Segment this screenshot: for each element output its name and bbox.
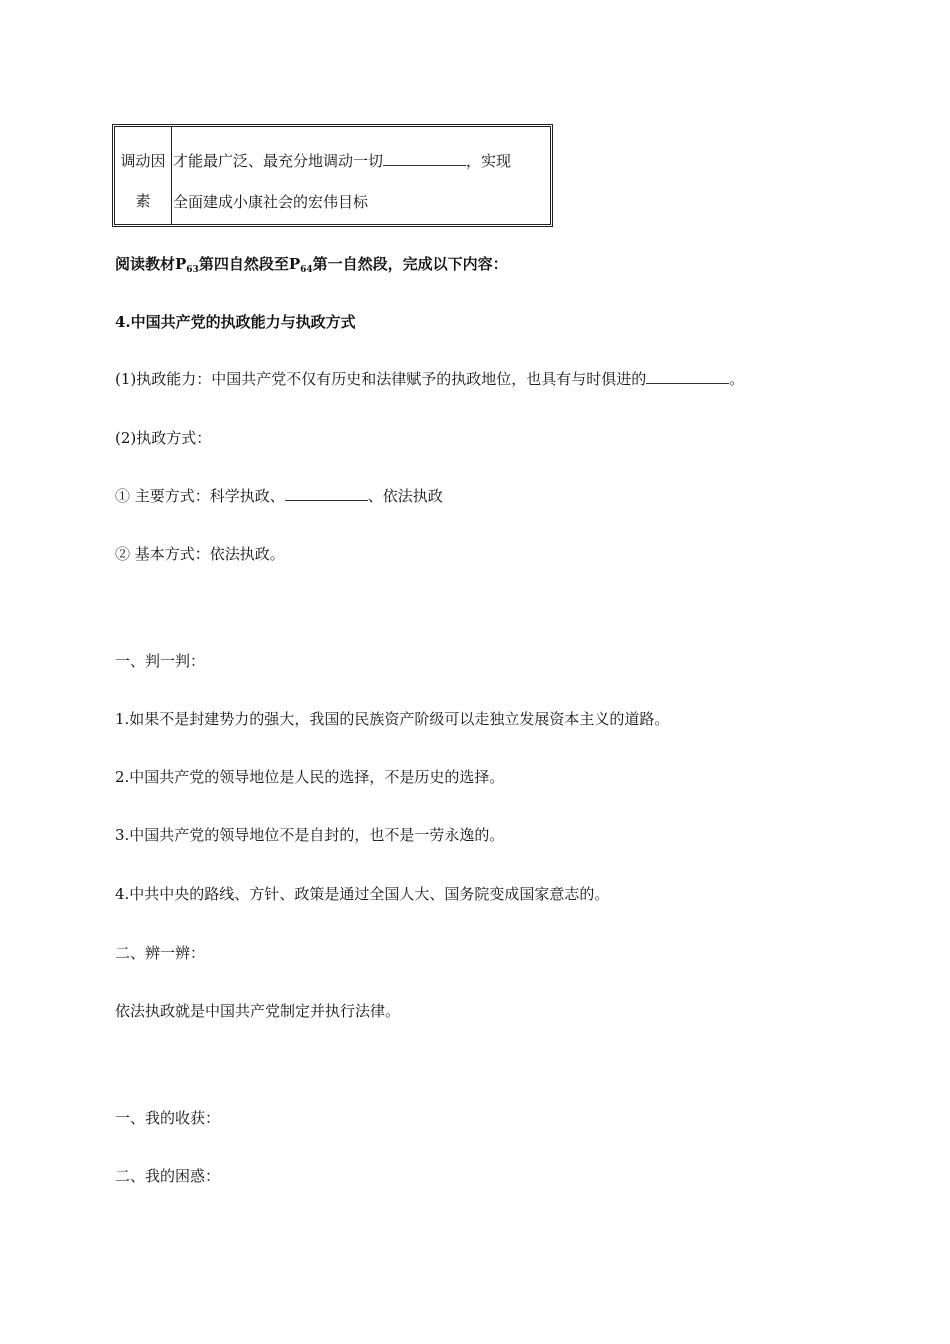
table-content-cell	[172, 127, 550, 224]
section4-heading: 4.中国共产党的执政能力与执政方式	[115, 313, 356, 331]
item1-end: 。	[729, 370, 745, 388]
table-label-cell	[115, 127, 172, 224]
fill-blank-2[interactable]	[646, 369, 729, 384]
section4-item2: (2)执政方式：	[115, 429, 212, 447]
discern-text: 依法执政就是中国共产党制定并执行法律。	[115, 1002, 401, 1020]
judge-item-4: 4.中共中央的路线、方针、政策是通过全国人大、国务院变成国家意志的。	[115, 885, 610, 903]
main-way-end: 、依法执政	[367, 487, 443, 505]
judge-heading: 一、判一判：	[115, 652, 206, 670]
judge-item-2: 2.中国共产党的领导地位是人民的选择，不是历史的选择。	[115, 768, 505, 786]
section4-basic-way: ② 基本方式：依法执政。	[115, 545, 285, 563]
instruction-page1: 63	[186, 265, 199, 275]
fill-blank-3[interactable]	[285, 486, 368, 501]
reading-instruction	[115, 254, 508, 280]
table-content-line2: 全面建成小康社会的宏伟目标	[173, 193, 369, 211]
gain-heading: 一、我的收获：	[115, 1109, 221, 1127]
instruction-text-before: 阅读教材P	[115, 255, 187, 273]
discern-heading: 二、辨一辨：	[115, 944, 206, 962]
item1-text: (1)执政能力：中国共产党不仅有历史和法律赋予的执政地位，也具有与时俱进的	[115, 370, 647, 388]
instruction-page2: 64	[300, 265, 313, 275]
judge-item-3: 3.中国共产党的领导地位不是自封的，也不是一劳永逸的。	[115, 826, 505, 844]
info-table	[112, 124, 553, 227]
section4-main-way	[115, 486, 443, 506]
section4-item1	[115, 369, 744, 389]
confusion-heading: 二、我的困惑：	[115, 1167, 221, 1185]
judge-item-1: 1.如果不是封建势力的强大，我国的民族资产阶级可以走独立发展资本主义的道路。	[115, 710, 670, 728]
main-way-text: ① 主要方式：科学执政、	[115, 487, 285, 505]
fill-blank-1[interactable]	[383, 151, 466, 166]
table-label: 调动因素	[120, 152, 166, 210]
instruction-text-after: 第一自然段，完成以下内容：	[312, 255, 508, 273]
table-content-part2: ，实现	[466, 152, 512, 170]
instruction-text-mid: 第四自然段至P	[198, 255, 301, 273]
table-content-part1: 才能最广泛、最充分地调动一切	[173, 152, 384, 170]
